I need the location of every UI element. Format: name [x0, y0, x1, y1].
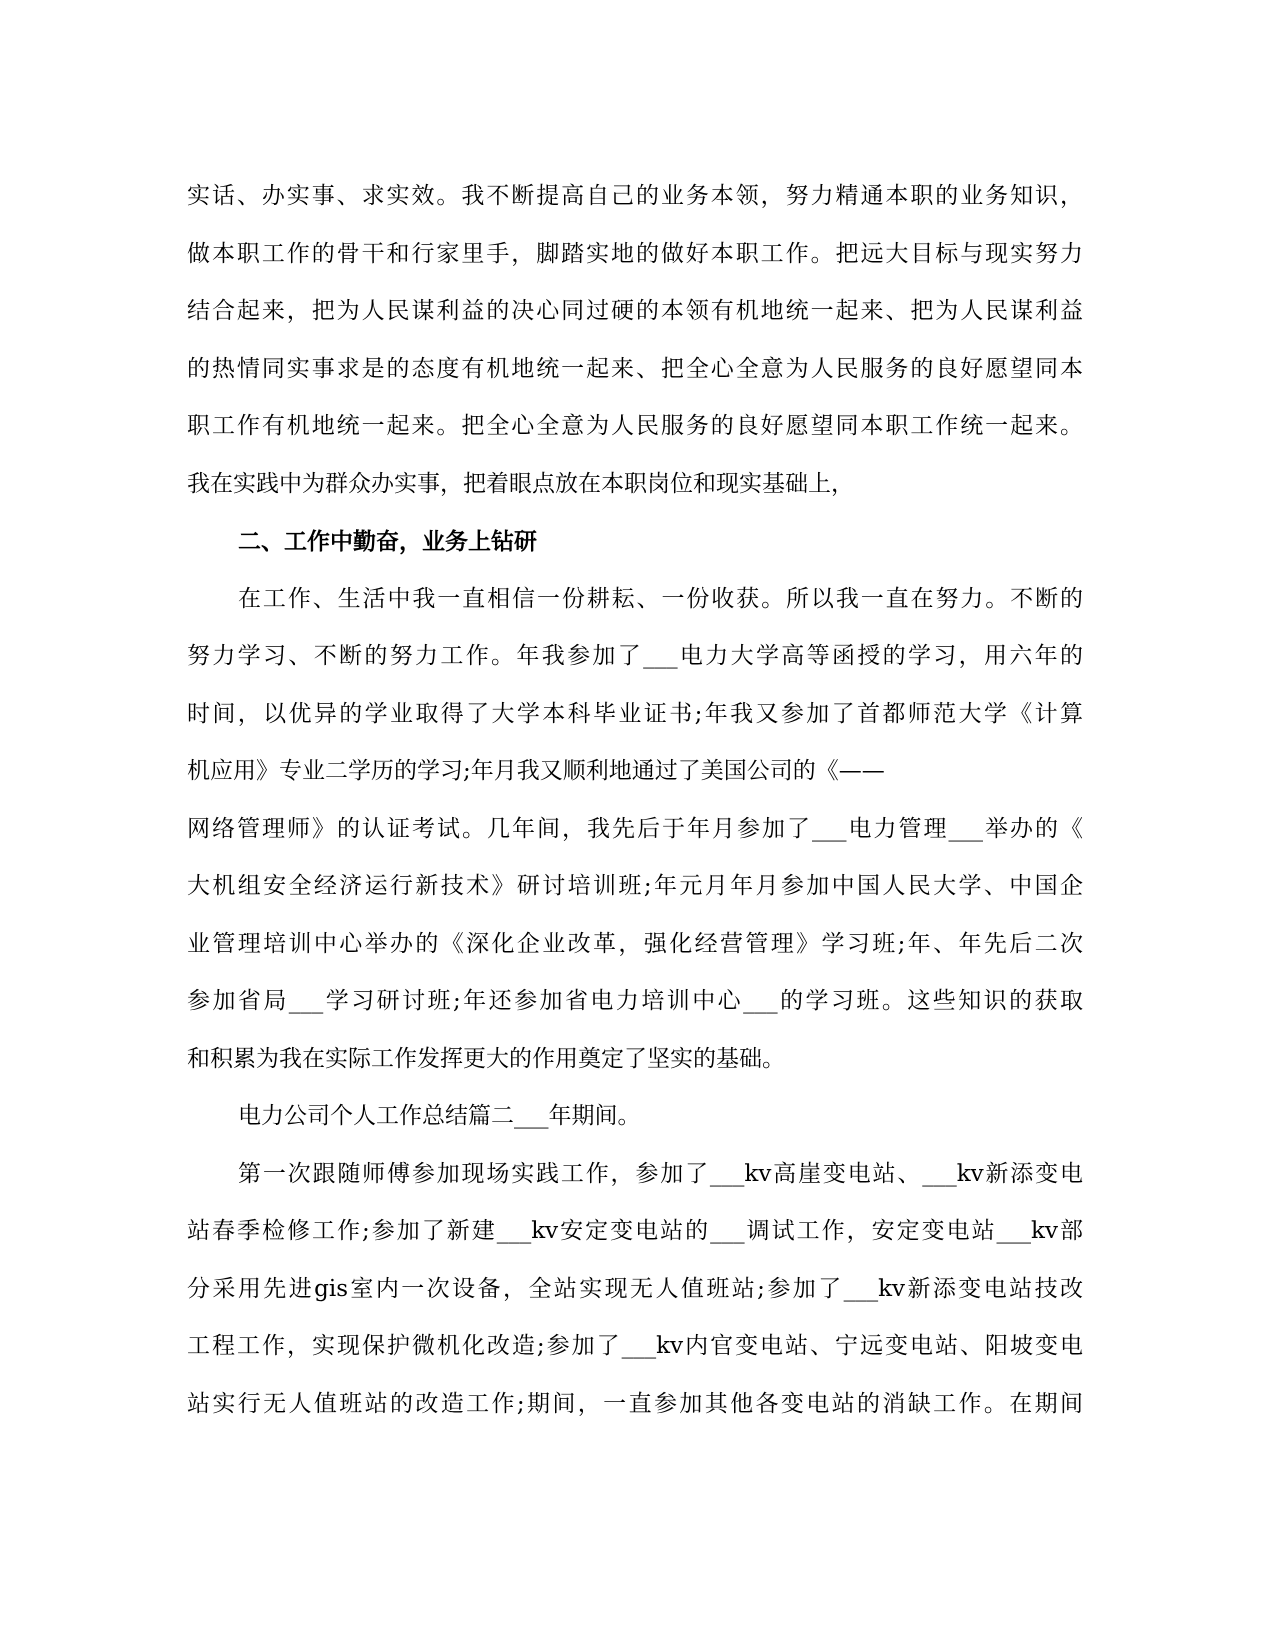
- text-line: 做本职工作的骨干和行家里手，脚踏实地的做好本职工作。把远大目标与现实努力: [187, 240, 1083, 267]
- text-line: 大机组安全经济运行新技术》研讨培训班;年元月年月参加中国人民大学、中国企: [187, 873, 1083, 899]
- text-line: 参加省局___学习研讨班;年还参加省电力培训中心___的学习班。这些知识的获取: [187, 988, 1083, 1014]
- document-body: [187, 168, 1083, 1433]
- text-line: 站春季检修工作;参加了新建___kv安定变电站的___调试工作，安定变电站___kv部: [187, 1218, 1083, 1244]
- text-line: 我在实践中为群众办实事，把着眼点放在本职岗位和现实基础上，: [187, 470, 854, 497]
- text-line: 时间，以优异的学业取得了大学本科毕业证书;年我又参加了首都师范大学《计算: [187, 700, 1083, 727]
- paragraph: [187, 1088, 1083, 1146]
- text-line: 工程工作，实现保护微机化改造;参加了___kv内官变电站、宁远变电站、阳坡变电: [187, 1333, 1083, 1359]
- paragraph: [187, 168, 1083, 513]
- paragraph: [187, 571, 1083, 1089]
- paragraph: [187, 1146, 1083, 1434]
- text-line: 和积累为我在实际工作发挥更大的作用奠定了坚实的基础。: [187, 1045, 785, 1072]
- text-line: 的热情同实事求是的态度有机地统一起来、把全心全意为人民服务的良好愿望同本: [187, 355, 1083, 382]
- text-line: 网络管理师》的认证考试。几年间，我先后于年月参加了___电力管理___举办的《: [187, 815, 1083, 842]
- text-line: 在工作、生活中我一直相信一份耕耘、一份收获。所以我一直在努力。不断的: [238, 585, 1083, 612]
- text-line: 分采用先进gis室内一次设备，全站实现无人值班站;参加了___kv新添变电站技改: [187, 1275, 1083, 1302]
- text-line: 业管理培训中心举办的《深化企业改革，强化经营管理》学习班;年、年先后二次: [187, 930, 1083, 957]
- text-line: 机应用》专业二学历的学习;年月我又顺利地通过了美国公司的《——: [187, 758, 885, 784]
- text-line: 电力公司个人工作总结篇二___年期间。: [238, 1103, 641, 1129]
- text-line: 第一次跟随师傅参加现场实践工作，参加了___kv高崖变电站、___kv新添变电: [238, 1160, 1083, 1187]
- text-line: 结合起来，把为人民谋利益的决心同过硬的本领有机地统一起来、把为人民谋利益: [187, 298, 1083, 324]
- text-line: 站实行无人值班站的改造工作;期间，一直参加其他各变电站的消缺工作。在期间: [187, 1390, 1083, 1417]
- text-line: 职工作有机地统一起来。把全心全意为人民服务的良好愿望同本职工作统一起来。: [187, 413, 1083, 439]
- text-line: 实话、办实事、求实效。我不断提高自己的业务本领，努力精通本职的业务知识，: [187, 183, 1083, 209]
- text-line: 努力学习、不断的努力工作。年我参加了___电力大学高等函授的学习，用六年的: [187, 643, 1083, 669]
- section-heading: [187, 513, 1083, 571]
- heading-line: 二、工作中勤奋，业务上钻研: [238, 528, 537, 555]
